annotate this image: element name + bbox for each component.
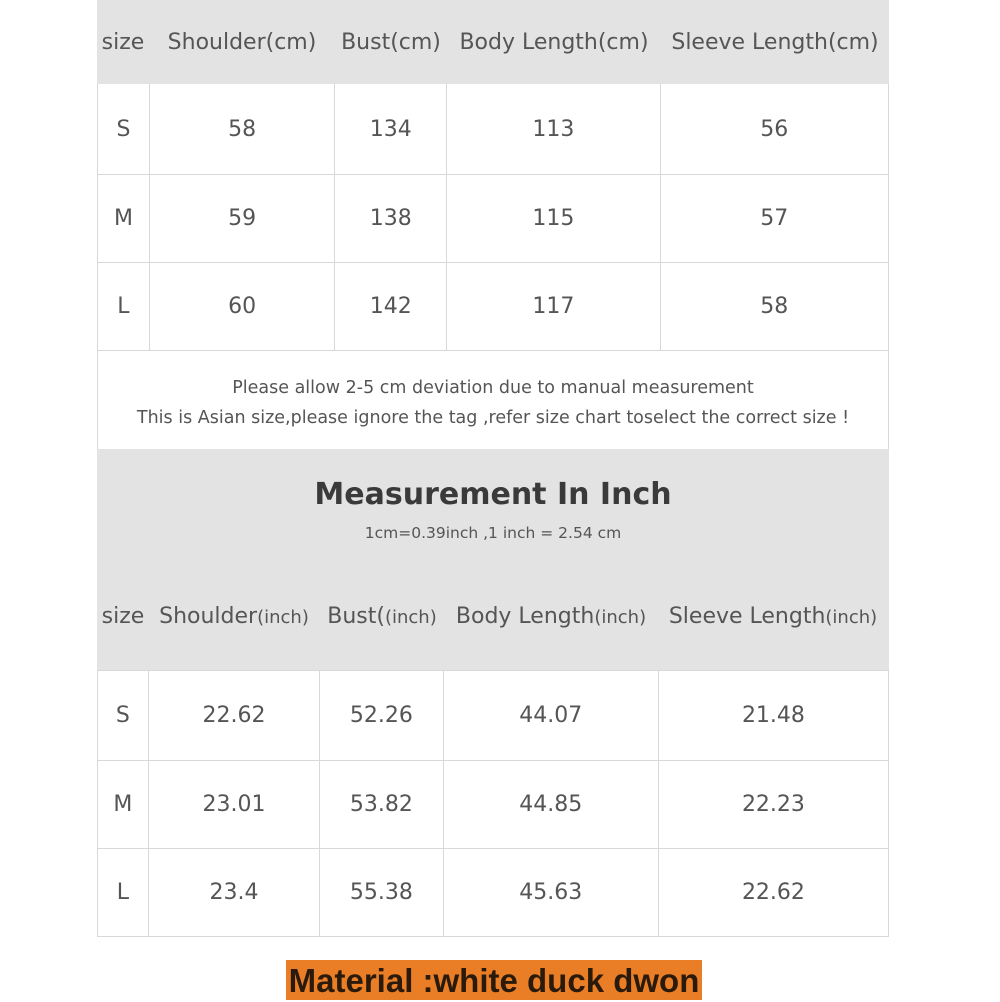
table-row [98,849,889,937]
header-shoulder: Shoulder(inch) [159,604,309,629]
header-body-length: Body Length(inch) [455,604,647,629]
cell-shoulder: 23.01 [149,761,320,848]
cell-sleeve-length: 56 [661,84,889,174]
header-bust: Bust(cm) [341,29,441,55]
unit-conversion: 1cm=0.39inch ,1 inch = 2.54 cm [364,524,622,542]
note-deviation: Please allow 2-5 cm deviation due to manual measurement [232,378,754,398]
cell-body-length: 115 [447,175,660,262]
inch-table-body [97,670,889,937]
cell-shoulder: 58 [150,84,336,174]
size-chart [97,0,889,937]
cm-table-body [97,84,889,351]
inch-section-header [97,449,889,569]
cell-body-length: 117 [447,263,660,350]
cell-body-length: 44.07 [444,671,659,760]
material-label: Material :white duck dwon [286,960,702,1000]
header-sleeve-length: Sleeve Length(cm) [671,29,879,55]
cell-body-length: 113 [447,84,660,174]
cell-bust: 55.38 [320,849,444,936]
measurement-notes [97,351,889,449]
cell-size: M [98,761,149,848]
cell-sleeve-length: 21.48 [659,671,889,760]
cell-sleeve-length: 22.23 [659,761,889,848]
cell-bust: 142 [335,263,447,350]
cell-size: L [98,849,149,936]
cell-shoulder: 60 [150,263,336,350]
cell-bust: 138 [335,175,447,262]
cell-bust: 53.82 [320,761,444,848]
header-size: size [101,604,145,629]
table-row [98,671,889,761]
header-bust: Bust((inch) [327,604,437,629]
table-row [98,761,889,849]
cell-body-length: 44.85 [444,761,659,848]
header-sleeve-length: Sleeve Length(inch) [668,604,878,629]
cell-shoulder: 23.4 [149,849,320,936]
note-asian-size: This is Asian size,please ignore the tag ,refer size chart toselect the correct size ! [136,408,850,428]
cell-sleeve-length: 22.62 [659,849,889,936]
cell-sleeve-length: 57 [661,175,889,262]
section-title: Measurement In Inch [314,477,672,512]
cell-bust: 52.26 [320,671,444,760]
header-size: size [101,29,145,55]
cm-header-row [97,0,889,84]
cell-shoulder: 59 [150,175,336,262]
cell-size: S [98,84,150,174]
header-body-length: Body Length(cm) [459,29,649,55]
header-shoulder: Shoulder(cm) [167,29,317,55]
cell-size: L [98,263,150,350]
cell-body-length: 45.63 [444,849,659,936]
inch-header-row [97,569,889,670]
table-row [98,84,889,175]
table-row [98,263,889,351]
cell-size: M [98,175,150,262]
cell-shoulder: 22.62 [149,671,320,760]
cell-size: S [98,671,149,760]
table-row [98,175,889,263]
cell-bust: 134 [335,84,447,174]
cell-sleeve-length: 58 [661,263,889,350]
